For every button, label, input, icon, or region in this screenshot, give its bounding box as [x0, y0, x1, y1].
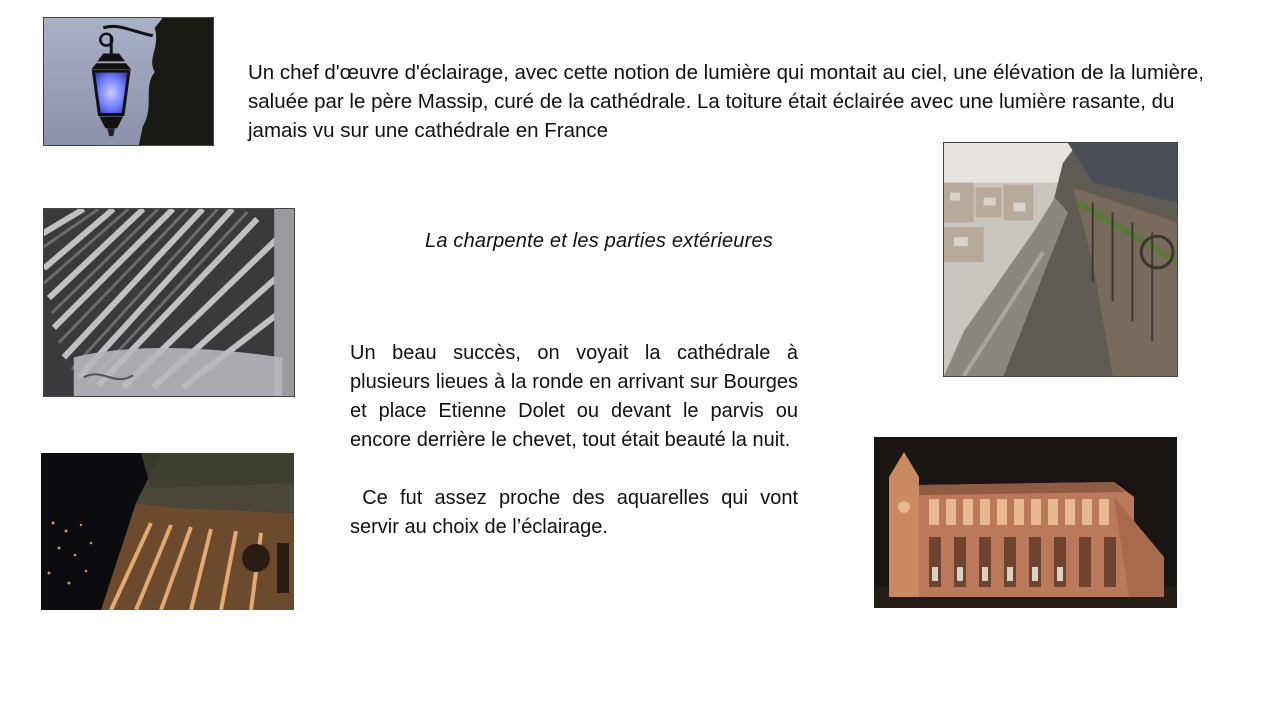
lantern-photo: [43, 17, 214, 146]
body-text: [350, 339, 804, 542]
paragraph-lighting-success: Un beau succès, on voyait la cathédrale à plusieurs lieues à la ronde en arrivant sur Bourges et place Etienne Dolet ou devant le parvis ou encore derrière le chevet, tout était beauté la nuit.: [350, 342, 798, 451]
roof-framework-photo: [43, 208, 295, 397]
paragraph-watercolors: Ce fut assez proche des aquarelles qui vont servir au choix de l’éclairage.: [350, 487, 804, 538]
cathedral-roof-day-photo: [943, 142, 1178, 377]
section-subtitle: La charpente et les parties extérieures: [425, 230, 773, 252]
cathedral-roof-night-photo: [41, 453, 294, 610]
intro-text: Un chef d'œuvre d'éclairage, avec cette notion de lumière qui montait au ciel, une élévation de la lumière, saluée par le père Massip, curé de la cathédrale. La toiture était éclairée avec une lumière rasante, du jamais vu sur une cathédrale en France: [248, 61, 1204, 142]
cathedral-illumination-illustration: [874, 437, 1177, 608]
